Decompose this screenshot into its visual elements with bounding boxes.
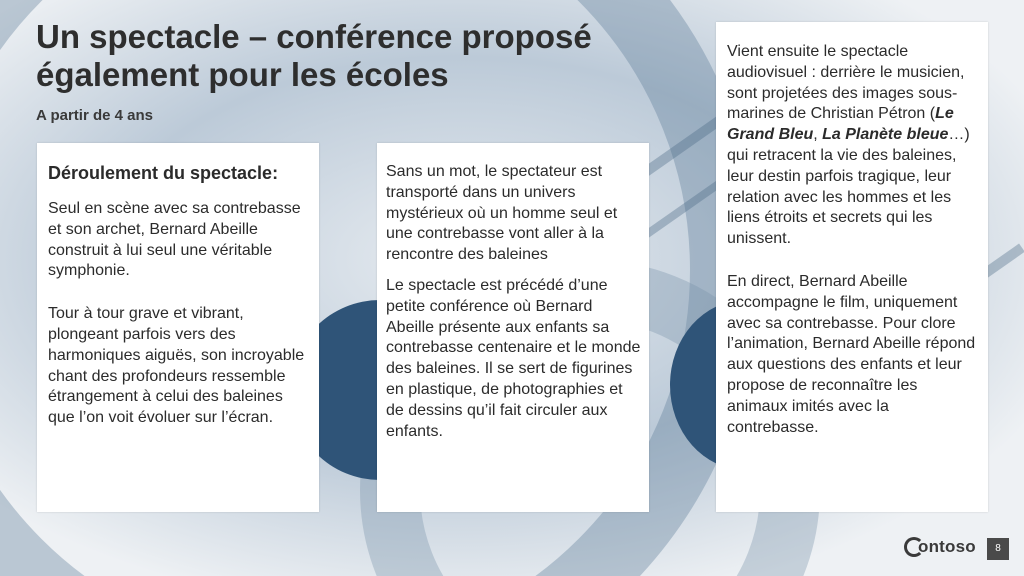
logo-text: ontoso (918, 537, 976, 556)
card-paragraph: En direct, Bernard Abeille accompagne le film, uniquement avec sa contrebasse. Pour clore l’animation, Bernard Abeille répond aux questions des enfants et leur propose de reconnaître les animaux imités avec la contrebasse. (727, 272, 976, 436)
page-number: 8 (987, 538, 1009, 560)
slide-title: Un spectacle – conférence proposé également pour les écoles (36, 18, 592, 93)
text-card-audiovisual (716, 22, 988, 512)
text-run: Vient ensuite le spectacle audiovisuel : derrière le musicien, sont projetées des images sous-marines de Christian Pétron ( (727, 43, 965, 123)
text-card-program (37, 143, 319, 512)
card-paragraph (727, 42, 980, 250)
contoso-logo (904, 537, 976, 557)
card-paragraph: Tour à tour grave et vibrant, plongeant parfois vers des harmoniques aiguës, son incroyable chant des profondeurs ressemble étrangement à celui des baleines que l’on voit évoluer sur l’écran. (48, 305, 305, 427)
text-card-conference (377, 143, 649, 512)
card-paragraph: Sans un mot, le spectateur est transporté dans un univers mystérieux où un homme seul et une contrebasse vont aller à la rencontre des baleines (386, 163, 618, 264)
film-title-le-grand-bleu: Le Grand Bleu (727, 105, 954, 144)
text-run: …) qui retracent la vie des baleines, leur destin parfois tragique, leur relation avec les hommes et les liens étroits et secrets qui les unissent. (727, 126, 970, 248)
text-run: , (813, 126, 823, 144)
slide-subtitle: A partir de 4 ans (36, 107, 153, 124)
card-heading: Déroulement du spectacle: (48, 163, 279, 183)
film-title-la-planete-bleue: La Planète bleue (822, 126, 949, 144)
card-paragraph: Le spectacle est précédé d’une petite conférence où Bernard Abeille présente aux enfants sa contrebasse centenaire et le monde des baleines. Il se sert de figurines en plastique, de photographies et de dessins qu’il fait circuler aux enfants. (386, 276, 641, 440)
card-paragraph: Seul en scène avec sa contrebasse et son archet, Bernard Abeille construit à lui seul une véritable symphonie. (48, 200, 301, 280)
